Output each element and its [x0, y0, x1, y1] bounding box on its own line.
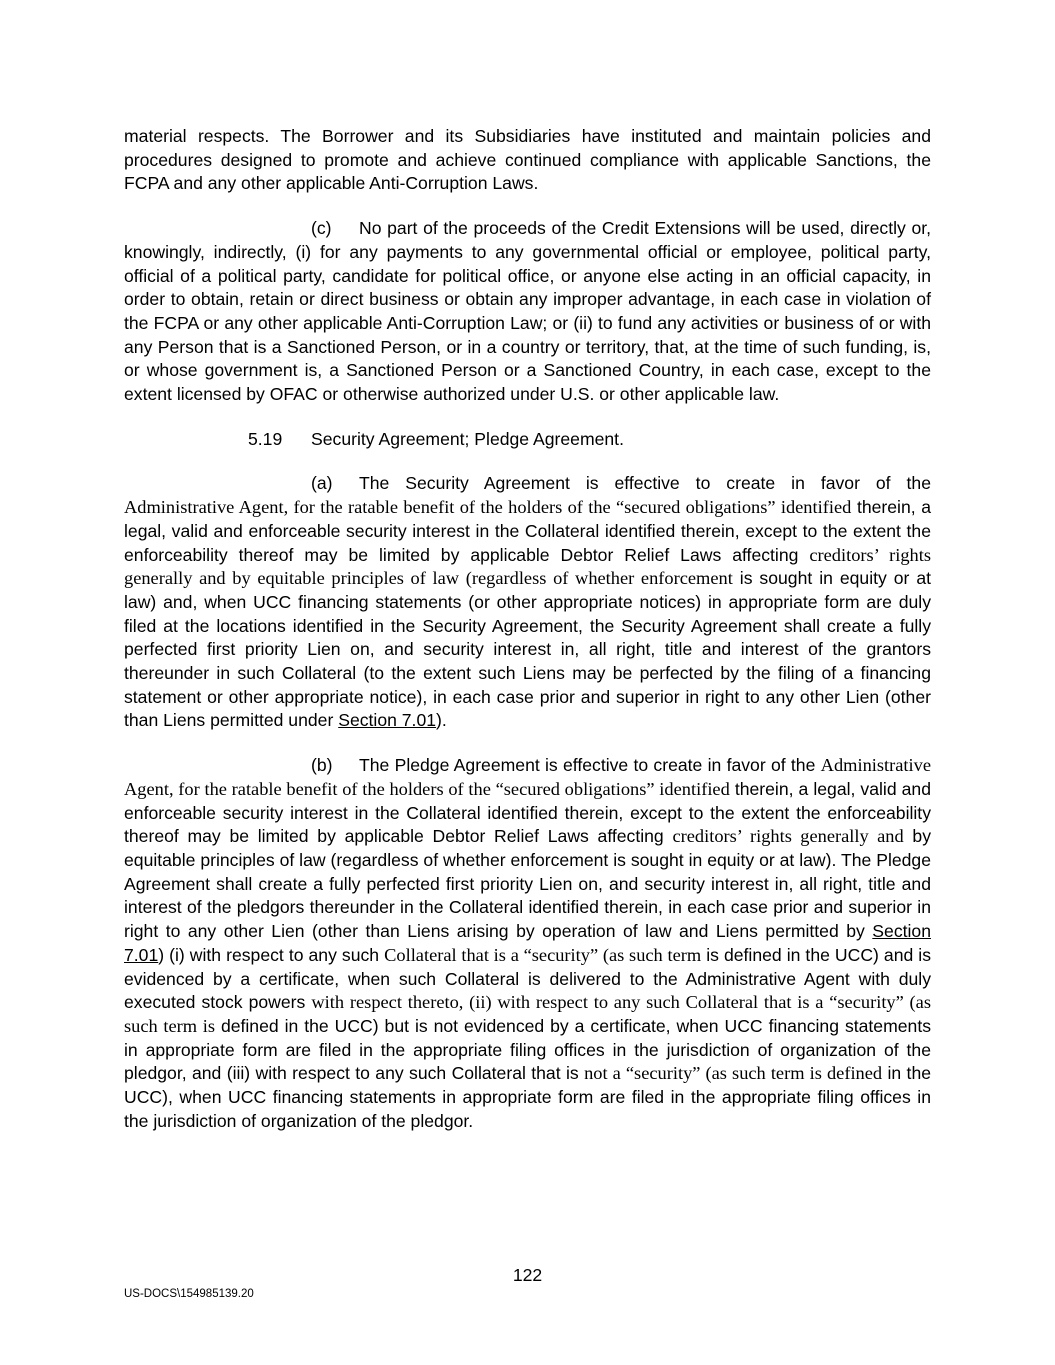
paragraph-b-label: (b) — [311, 755, 333, 776]
paragraph-a-text-5: is sought in equity or at law) and, when UCC financing statements (or other appropriate notices) in appropriate form are duly filed at the locations identified in the Security Agreement, the Security Agreement shall create a fully perfected first priority Lien on, and security interest in, all right, title and interest of the grantors thereunder in such Collateral (to the extent such Liens may be perfected by the filing of a financing statement or other appropriate notice), in each case prior and superior in right to any other Lien (other than Liens permitted under — [124, 568, 931, 731]
document-body — [124, 125, 931, 1154]
section-number: 5.19 — [248, 428, 283, 449]
paragraph-b — [124, 754, 931, 1133]
paragraph-b-text-9: with respect thereto, (ii) with respect to any such Collateral that is a “security” (as such term is — [124, 992, 932, 1036]
paragraph-a-label: (a) — [311, 473, 333, 494]
document-id: US-DOCS\154985139.20 — [124, 1288, 254, 1300]
continued-paragraph — [124, 125, 931, 196]
paragraph-b-text-5: by equitable principles of law (regardless of whether enforcement is sought in equity or at law). The Pledge Agreement shall create a fully perfected first priority Lien on, and security interest in, all right, title and interest of the pledgors thereunder in the Collateral identified therein, in each case prior and superior in right to any other Lien (other than Liens arising by operation of law and Liens permitted by — [124, 826, 931, 942]
paragraph-b-text-7: Collateral that is a “security” (as such term — [384, 944, 702, 965]
paragraph-b-text-2: Administrative Agent, for the ratable benefit of the holders of the “secured obligations” identified — [124, 755, 931, 799]
paragraph-b-text-3: therein, a legal, valid and enforceable security interest in the Collateral identified therein, except to the extent the enforceability thereof may be limited by applicable Debtor Relief Laws affecting — [124, 778, 932, 847]
section-7-01-reference: Section 7.01 — [338, 710, 437, 731]
paragraph-c-label: (c) — [311, 218, 332, 239]
paragraph-b-text-10: defined in the UCC) but is not evidenced by a certificate, when UCC financing statements in appropriate form are filed in the appropriate filing offices in the jurisdiction of organization of the pledgor, and (iii) with respect to any such Collateral that is — [124, 1015, 931, 1084]
paragraph-a-text-1: The Security Agreement is effective to create in favor of the — [359, 473, 931, 494]
paragraph-b-text-1: The Pledge Agreement is effective to create in favor of the — [359, 755, 816, 776]
paragraph-c-text: No part of the proceeds of the Credit Extensions will be used, directly or, knowingly, indirectly, (i) for any payments to any governmental official or employee, political party, official of a political party, candidate for political office, or anyone else acting in an official capacity, in order to obtain, retain or direct business or obtain any improper advantage, in each case in violation of the FCPA or any other applicable Anti-Corruption Law; or (ii) to fund any activities or business of or with any Person that is a Sanctioned Person, or in a country or territory, that, at the time of such funding, is, or whose government is, a Sanctioned Person or a Sanctioned Country, in each case, except to the extent licensed by OFAC or otherwise authorized under U.S. or other applicable law. — [124, 218, 931, 405]
paragraph-b-text-4: creditors’ rights generally and — [672, 826, 904, 847]
page-number: 122 — [512, 1265, 543, 1285]
paragraph-a-end: ). — [436, 710, 447, 731]
section-title: Security Agreement; Pledge Agreement. — [311, 428, 624, 449]
section-heading — [124, 428, 931, 452]
continued-paragraph-text: material respects. The Borrower and its Subsidiaries have instituted and maintain policies and procedures designed to promote and achieve continued compliance with applicable Sanctions, the FCPA and any other applicable Anti-Corruption Laws. — [124, 126, 931, 194]
paragraph-a — [124, 472, 931, 733]
paragraph-b-text-12: in the UCC), when UCC financing statements in appropriate form are filed in the appropriate filing offices in the jurisdiction of organization of the pledgor. — [124, 1063, 932, 1131]
section-7-01-reference: Section 7.01 — [124, 921, 931, 965]
paragraph-b-text-8: is defined in the UCC) and is evidenced by a certificate, when such Collateral is delivered to the Administrative Agent with duly executed stock powers — [124, 944, 932, 1013]
paragraph-a-text-2: Administrative Agent, for the ratable benefit of the holders of the “secured obligations” identified — [124, 497, 852, 518]
paragraph-b-text-11: not a “security” (as such term is defined — [584, 1063, 883, 1084]
paragraph-c — [124, 217, 931, 407]
paragraph-a-text-3: therein, a legal, valid and enforceable security interest in the Collateral identified therein, except to the extent the enforceability thereof may be limited by applicable Debtor Relief Laws affecting — [124, 497, 932, 565]
paragraph-b-text-6: ) (i) with respect to any such — [158, 944, 380, 965]
paragraph-a-text-4: creditors’ rights generally and by equitable principles of law (regardless of whether enforcement — [124, 544, 932, 589]
